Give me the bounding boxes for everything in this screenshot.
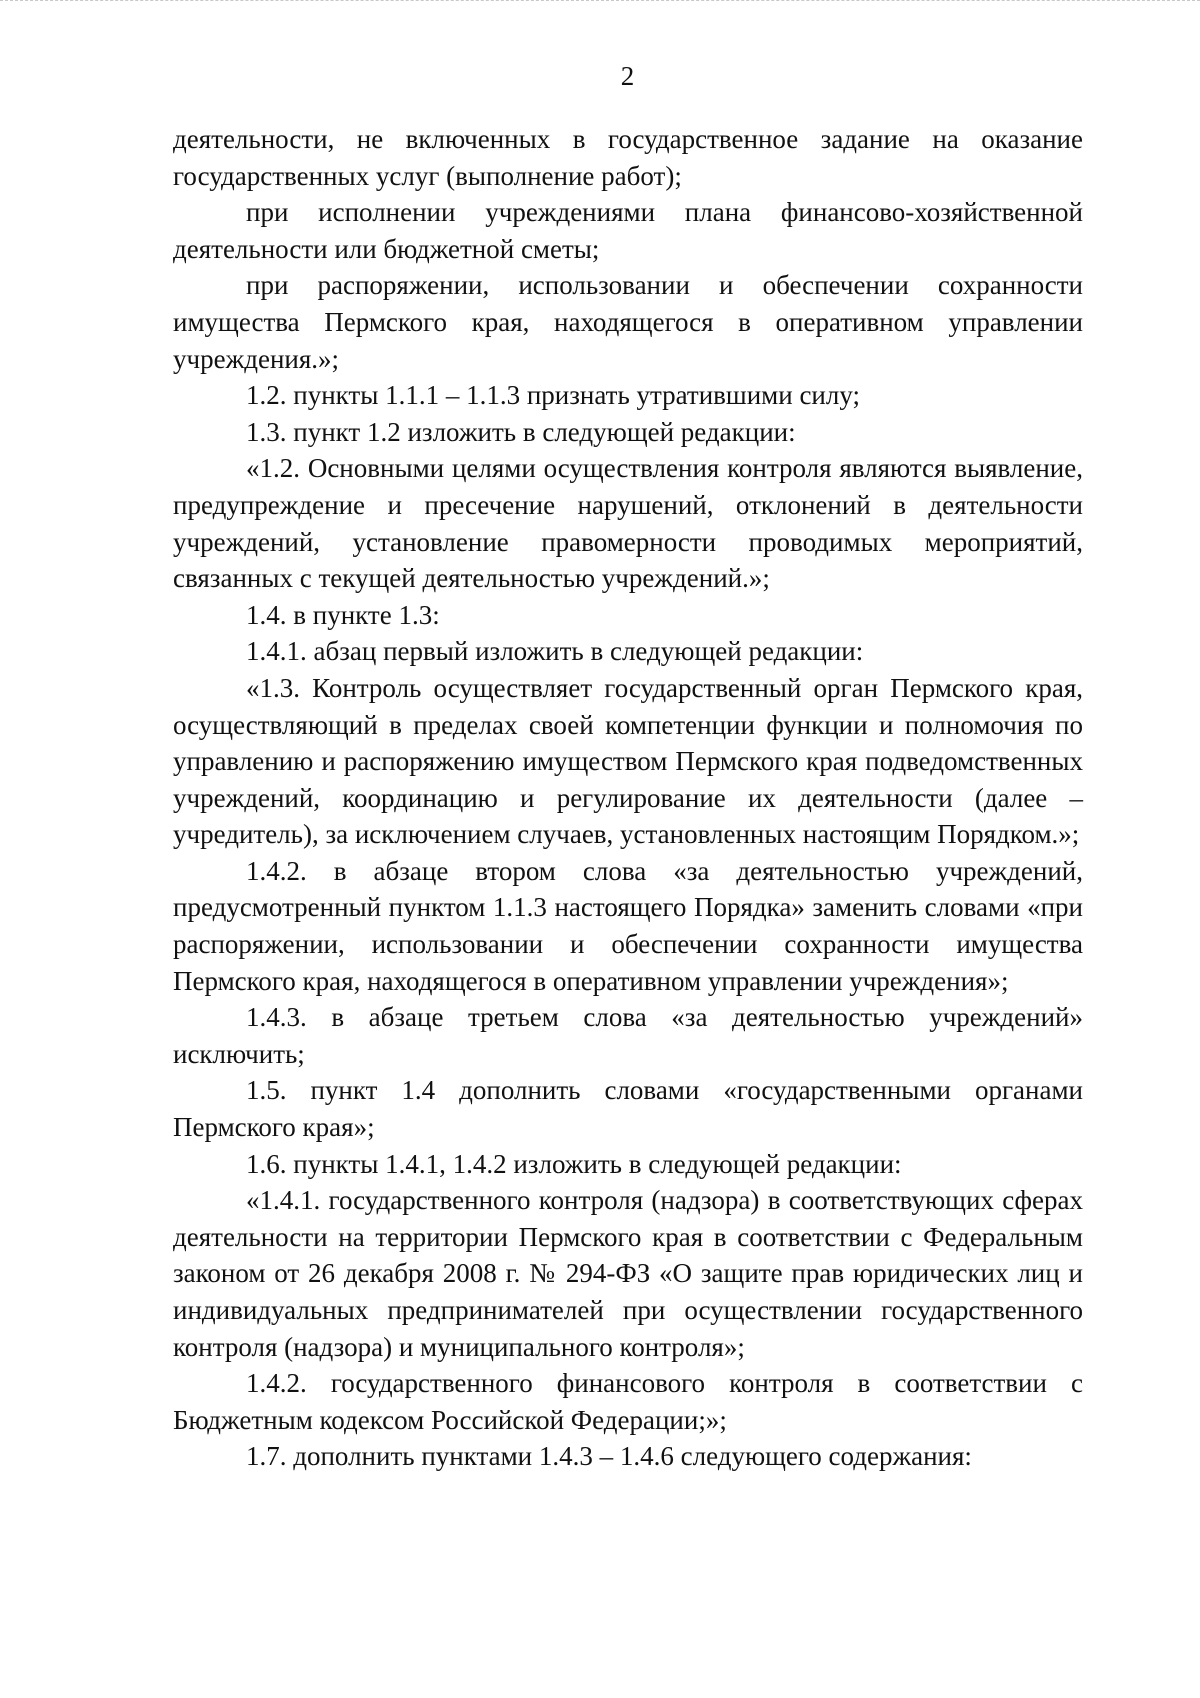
paragraph-15: 1.4.2. государственного финансового контроля в соответствии с Бюджетным кодексом Российской Федерации;»;: [173, 1368, 1083, 1435]
paragraph-1: деятельности, не включенных в государственное задание на оказание государственных услуг (выполнение работ);: [173, 124, 1083, 191]
paragraph-12: 1.5. пункт 1.4 дополнить словами «государственными органами Пермского края»;: [173, 1075, 1083, 1143]
paragraph-5: 1.3. пункт 1.2 изложить в следующей редакции:: [246, 416, 796, 447]
paragraph-3: при распоряжении, использовании и обеспечении сохранности имущества Пермского края, находящегося в оперативном управлении учреждения.»;: [173, 270, 1083, 374]
paragraph-11: 1.4.3. в абзаце третьем слова «за деятельностью учреждений» исключить;: [173, 1002, 1083, 1069]
paragraph-14: «1.4.1. государственного контроля (надзора) в соответствующих сферах деятельности на территории Пермского края в соответствии с Федеральным законом от 26 декабря 2008 г. № 294-ФЗ «О защите прав юридических лиц и индивидуальных предпринимателей при осуществлении государственного контроля (надзора) и муниципального контроля»;: [173, 1185, 1083, 1362]
page-number: 2: [620, 61, 635, 91]
paragraph-8: 1.4.1. абзац первый изложить в следующей редакции:: [246, 636, 864, 667]
paragraph-10: 1.4.2. в абзаце втором слова «за деятельностью учреждений, предусмотренный пунктом 1.1.3 настоящего Порядка» заменить словами «при распоряжении, использовании и обеспечении сохранности имущества Пермского края, находящегося в оперативном управлении учреждения»;: [173, 855, 1083, 996]
paragraph-2: при исполнении учреждениями плана финансово-хозяйственной деятельности или бюджетной сметы;: [173, 197, 1083, 264]
paragraph-16: 1.7. дополнить пунктами 1.4.3 – 1.4.6 следующего содержания:: [246, 1441, 972, 1472]
paragraph-4: 1.2. пункты 1.1.1 – 1.1.3 признать утратившими силу;: [246, 380, 860, 411]
paragraph-9: «1.3. Контроль осуществляет государственный орган Пермского края, осуществляющий в пределах своей компетенции функции и полномочия по управлению и распоряжению имуществом Пермского края подведомственных учреждений, координацию и регулирование их деятельности (далее – учредитель), за исключением случаев, установленных настоящим Порядком.»;: [173, 672, 1083, 850]
document-body: [173, 121, 1083, 1475]
paragraph-7: 1.4. в пункте 1.3:: [246, 599, 440, 630]
page-top-edge: [0, 0, 1200, 1]
paragraph-13: 1.6. пункты 1.4.1, 1.4.2 изложить в следующей редакции:: [246, 1148, 902, 1179]
paragraph-6: «1.2. Основными целями осуществления контроля являются выявление, предупреждение и пресечение нарушений, отклонений в деятельности учреждений, установление правомерности проводимых мероприятий, связанных с текущей деятельностью учреждений.»;: [173, 453, 1083, 594]
